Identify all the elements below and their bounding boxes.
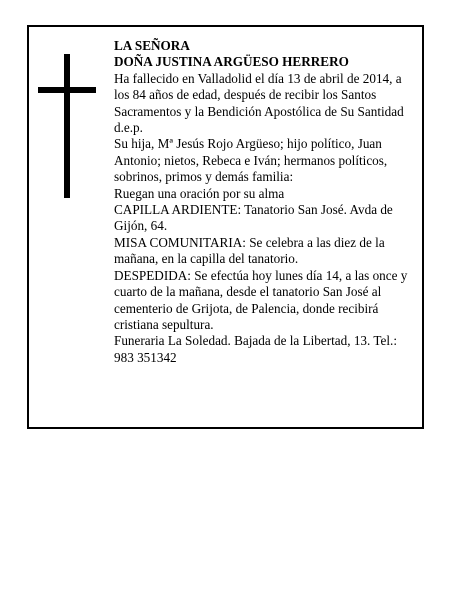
cross-vertical-bar (64, 54, 70, 198)
notice-title: LA SEÑORA (114, 38, 190, 53)
prayer-request: Ruegan una oración por su alma (114, 185, 285, 201)
cross-horizontal-bar (38, 87, 96, 93)
death-announcement: Ha fallecido en Valladolid el día 13 de abril de 2014, a los 84 años de edad, después de recibir los Santos Sacramentos y la Bendición Apostólica de Su Santidad d.e.p. (114, 70, 404, 136)
funeral-home-info: Funeraria La Soledad. Bajada de la Libertad, 13. Tel.: 983 351342 (114, 333, 397, 365)
notice-text (114, 38, 419, 366)
cross-icon (38, 54, 96, 198)
family-list: Su hija, Mª Jesús Rojo Argüeso; hijo político, Juan Antonio; nietos, Rebeca e Iván; hermanos políticos, sobrinos, primos y demás familia: (114, 136, 388, 185)
deceased-name: DOÑA JUSTINA ARGÜESO HERRERO (114, 54, 349, 70)
mass-info: MISA COMUNITARIA: Se celebra a las diez de la mañana, en la capilla del tanatorio. (114, 234, 385, 267)
farewell-info: DESPEDIDA: Se efectúa hoy lunes día 14, a las once y cuarto de la mañana, desde el tanatorio San José al cementerio de Grijota, de Palencia, donde recibirá cristiana sepultura. (114, 267, 408, 332)
chapel-info: CAPILLA ARDIENTE: Tanatorio San José. Avda de Gijón, 64. (114, 202, 393, 234)
